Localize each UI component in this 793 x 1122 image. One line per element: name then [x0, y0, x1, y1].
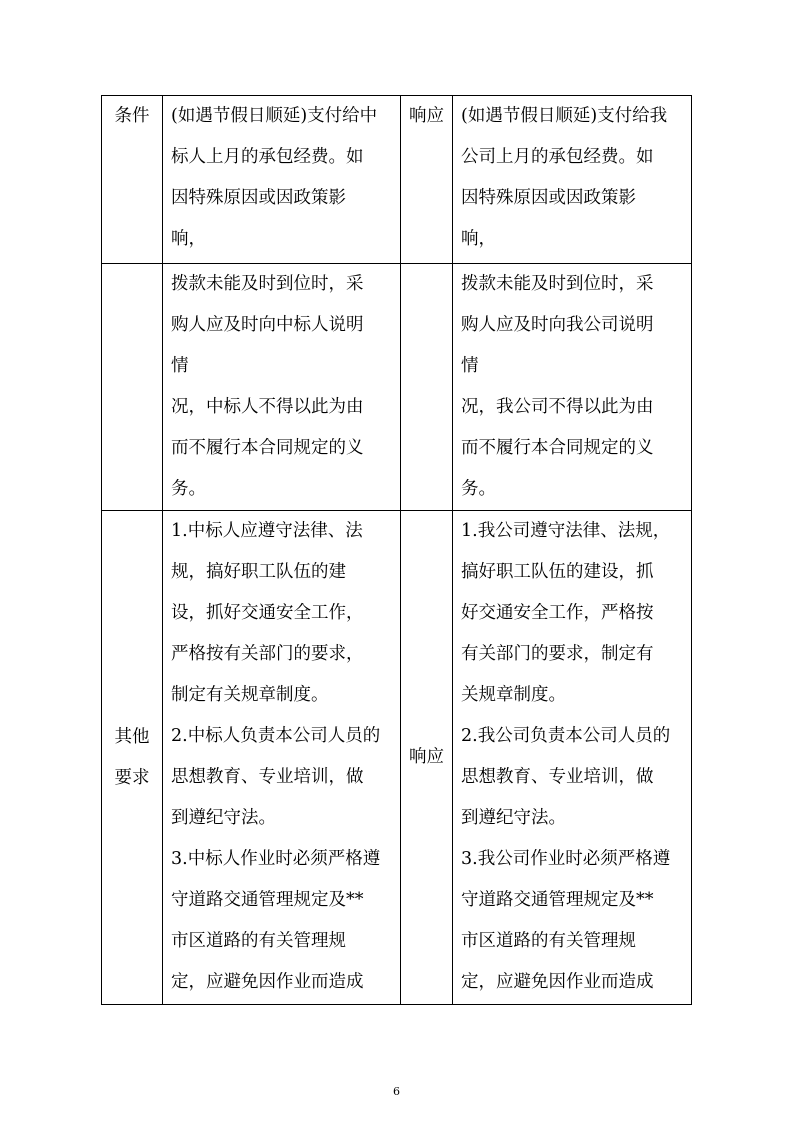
- response-line: 守道路交通管理规定及**: [461, 890, 654, 910]
- requirement-line: 拨款未能及时到位时，采: [171, 274, 364, 294]
- requirement-line: 1.中标人应遵守法律、法: [171, 521, 363, 541]
- response-line: 而不履行本合同规定的义: [461, 438, 654, 458]
- response-label-cell: [401, 511, 453, 1005]
- response-line: 好交通安全工作，严格按: [461, 603, 654, 623]
- response-label: 响应: [409, 106, 444, 126]
- requirement-line: 思想教育、专业培训，做: [171, 767, 364, 787]
- response-line: 况，我公司不得以此为由: [461, 397, 654, 417]
- response-line: 公司上月的承包经费。如: [461, 147, 654, 167]
- requirement-line: 购人应及时向中标人说明: [171, 315, 364, 335]
- requirement-line: 而不履行本合同规定的义: [171, 438, 364, 458]
- row-label-cell: [102, 264, 163, 511]
- requirement-line: 况，中标人不得以此为由: [171, 397, 364, 417]
- response-label-cell: [401, 264, 453, 511]
- requirement-cell: [163, 264, 401, 511]
- table-row: [102, 511, 692, 1005]
- response-line: 2.我公司负责本公司人员的: [461, 726, 671, 746]
- requirement-line: 定，应避免因作业而造成: [171, 972, 364, 992]
- response-table: [101, 95, 692, 1005]
- response-line: 思想教育、专业培训，做: [461, 767, 654, 787]
- requirement-line: 标人上月的承包经费。如: [171, 147, 364, 167]
- requirement-line: 务。: [171, 479, 206, 499]
- requirement-line: 2.中标人负责本公司人员的: [171, 726, 381, 746]
- table-row: [102, 264, 692, 511]
- response-label: 响应: [409, 747, 444, 767]
- requirement-line: 市区道路的有关管理规: [171, 931, 346, 951]
- row-label-line: 条件: [114, 106, 150, 126]
- requirement-line: 严格按有关部门的要求，: [171, 644, 364, 664]
- response-label-cell: [401, 96, 453, 264]
- requirement-line: 情: [171, 356, 189, 376]
- response-line: 搞好职工队伍的建设，抓: [461, 562, 654, 582]
- response-line: 情: [461, 356, 479, 376]
- table-row: [102, 96, 692, 264]
- row-label-line: 要求: [114, 767, 150, 788]
- requirement-line: 制定有关规章制度。: [171, 685, 329, 705]
- response-line: 关规章制度。: [461, 685, 566, 705]
- response-line: 务。: [461, 479, 496, 499]
- requirement-line: 因特殊原因或因政策影: [171, 188, 346, 208]
- response-line: 因特殊原因或因政策影: [461, 188, 636, 208]
- requirement-line: 3.中标人作业时必须严格遵: [171, 849, 381, 869]
- page-number: 6: [393, 1085, 400, 1098]
- response-cell: [453, 511, 692, 1005]
- requirement-cell: [163, 96, 401, 264]
- response-cell: [453, 96, 692, 264]
- requirement-line: 守道路交通管理规定及**: [171, 890, 364, 910]
- response-line: 拨款未能及时到位时，采: [461, 274, 654, 294]
- response-line: 3.我公司作业时必须严格遵: [461, 849, 671, 869]
- requirement-line: 到遵纪守法。: [171, 808, 276, 828]
- requirement-line: (如遇节假日顺延)支付给中: [171, 106, 378, 126]
- requirement-line: 响，: [171, 229, 206, 249]
- response-line: 市区道路的有关管理规: [461, 931, 636, 951]
- requirement-line: 设，抓好交通安全工作，: [171, 603, 364, 623]
- response-line: 购人应及时向我公司说明: [461, 315, 654, 335]
- row-label-cell: [102, 511, 163, 1005]
- response-line: 响，: [461, 229, 496, 249]
- row-label-line: 其他: [114, 726, 150, 747]
- response-line: 1.我公司遵守法律、法规，: [461, 521, 671, 541]
- response-cell: [453, 264, 692, 511]
- requirement-line: 规，搞好职工队伍的建: [171, 562, 346, 582]
- response-line: 有关部门的要求，制定有: [461, 644, 654, 664]
- row-label-cell: [102, 96, 163, 264]
- requirement-cell: [163, 511, 401, 1005]
- response-line: 到遵纪守法。: [461, 808, 566, 828]
- response-line: 定，应避免因作业而造成: [461, 972, 654, 992]
- response-line: (如遇节假日顺延)支付给我: [461, 106, 668, 126]
